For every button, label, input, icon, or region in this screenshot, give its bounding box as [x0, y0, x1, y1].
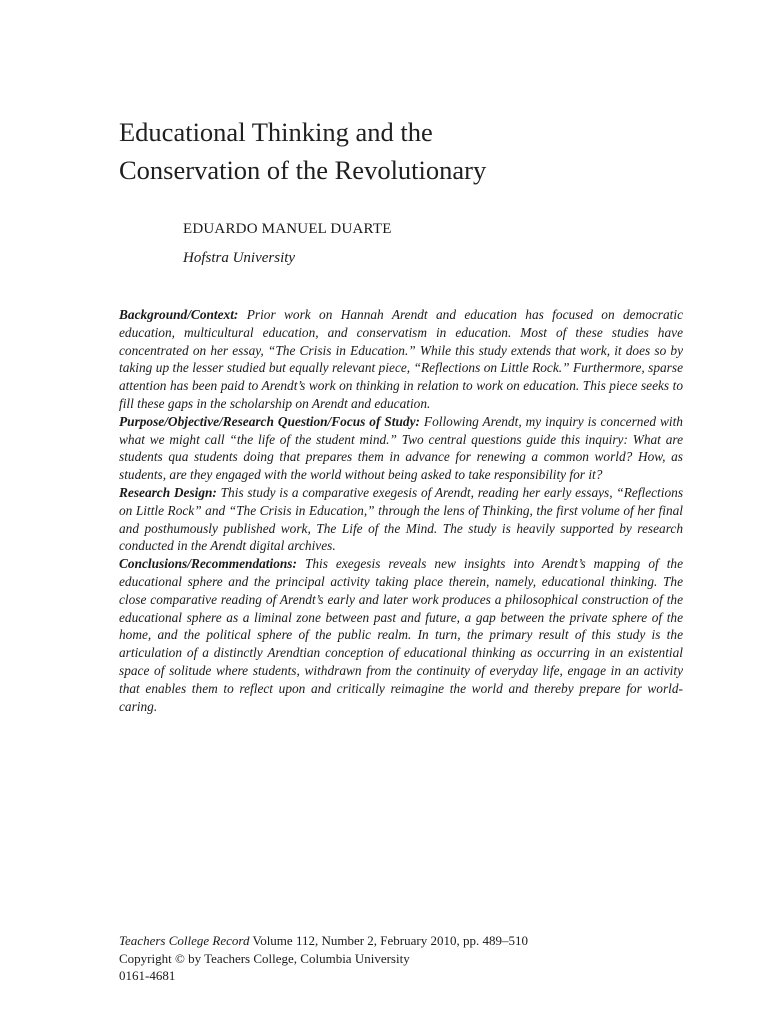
abstract-label: Research Design:	[119, 484, 217, 500]
abstract-label: Purpose/Objective/Research Question/Focus of Study:	[119, 413, 420, 429]
author-affiliation: Hofstra University	[183, 250, 296, 266]
abstract-purpose	[119, 413, 683, 484]
article-title	[119, 113, 679, 189]
journal-name: Teachers College Record	[119, 933, 250, 948]
abstract-text: Prior work on Hannah Arendt and education has focused on democratic education, multicultural education, and conservatism in education. Most of these studies have concentrated on her essay, “The Crisis in Education.” While this study extends that work, it does so by taking up the lesser studied but equally relevant piece, “Reflections on Little Rock.” Furthermore, sparse attention has been paid to Arendt’s work on thinking in relation to work on education. This piece seeks to fill these gaps in the scholarship on Arendt and education.	[119, 307, 684, 411]
citation-line	[119, 932, 528, 950]
copyright-line: Copyright © by Teachers College, Columbia University	[119, 950, 410, 966]
abstract-text: Following Arendt, my inquiry is concerned with what we might call “the life of the student mind.” Two central questions guide this inquiry: What are students qua students doing that prepares them in advance for renewing a common world? How, as students, are they engaged with the world without being asked to take responsibility for it?	[119, 413, 683, 483]
abstract-text: This exegesis reveals new insights into Arendt’s mapping of the educational sphere and the principal activity taking place therein, namely, educational thinking. The close comparative reading of Arendt’s early and later work produces a philosophical construction of the educational sphere as a liminal zone between past and future, a gap between the private sphere of the home, and the political sphere of the public realm. In turn, the primary result of this study is the articulation of a distinctly Arendtian conception of educational thinking as occurring in an existential space of solitude where students, withdrawn from the continuity of everyday life, engage in an activity that enables them to reflect upon and critically reimagine the world and thereby prepare for world-caring.	[119, 556, 683, 714]
abstract-background	[119, 306, 683, 413]
abstract	[119, 306, 683, 715]
abstract-conclusions	[119, 555, 683, 715]
abstract-text: This study is a comparative exegesis of Arendt, reading her early essays, “Reflections on Little Rock” and “The Crisis in Education,” through the lens of Thinking, the first volume of her final and posthumously published work, The Life of the Mind. The study is heavily supported by research conducted in the Arendt digital archives.	[119, 484, 684, 554]
title-line-2: Conservation of the Revolutionary	[119, 155, 487, 185]
publication-footer	[119, 932, 528, 985]
journal-citation: Volume 112, Number 2, February 2010, pp. 489–510	[249, 933, 528, 948]
abstract-label: Conclusions/Recommendations:	[119, 556, 297, 572]
abstract-label: Background/Context:	[119, 307, 239, 322]
title-line-1: Educational Thinking and the	[119, 117, 433, 147]
author-name: EDUARDO MANUEL DUARTE	[183, 221, 392, 237]
issn-line: 0161-4681	[119, 968, 176, 983]
abstract-research-design	[119, 484, 683, 555]
